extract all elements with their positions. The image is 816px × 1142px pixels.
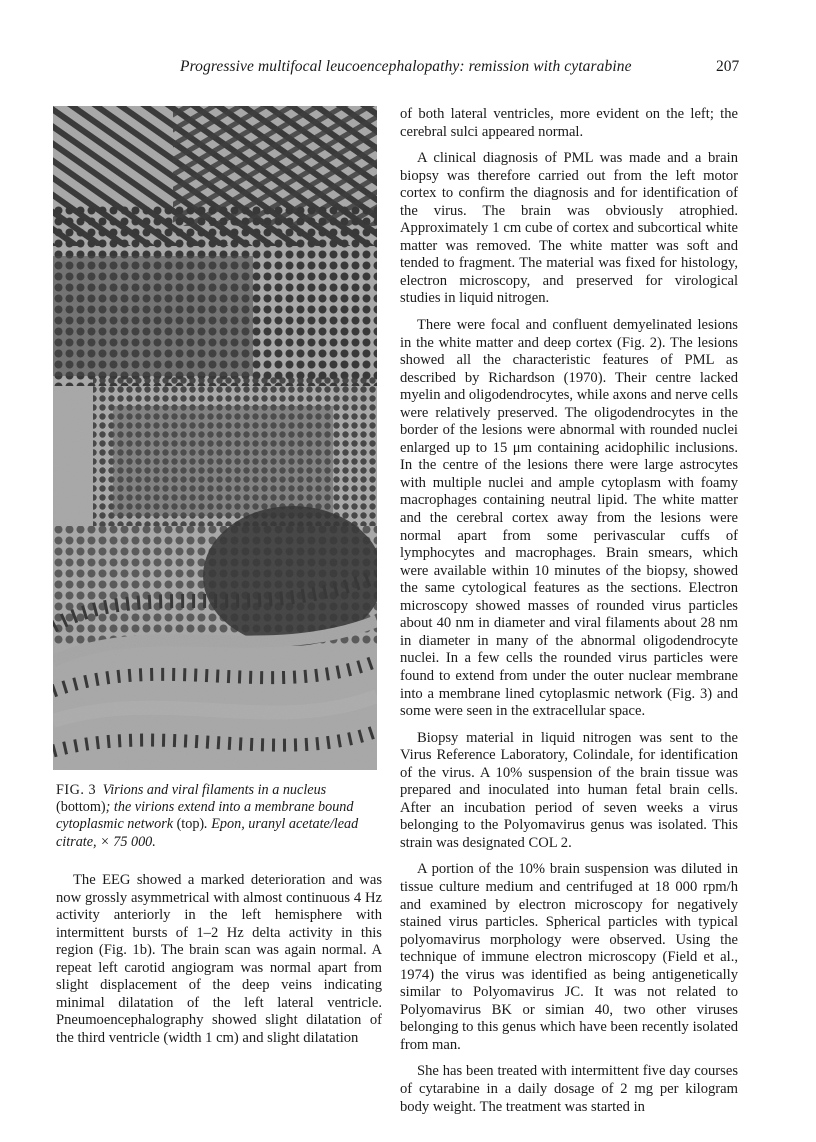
electron-micrograph-figure: [53, 106, 377, 770]
paragraph: There were focal and confluent demyelinated lesions in the white matter and deep cortex (Fig. 2). The lesions showed all the characteristic features of PML as described by Richardson (1970). Their centre lacked myelin and oligodendrocytes, while axons and nerve cells were relatively preserved. The oligodendrocytes in the border of the lesions were abnormal with rounded nuclei enlarged up to 15 μm containing acidophilic inclusions. In the centre of the lesions there were large astrocytes with multiple nuclei and ample cytoplasm with foamy macrophages containing neutral lipid. The white matter and the cerebral cortex away from the lesions were normal apart from some perivascular cuffs of lymphocytes and macrophages. Brain smears, which were available within 10 minutes of the biopsy, showed the same cytological features as the sections. Electron microscopy showed masses of rounded virus particles about 40 nm in diameter and viral filaments about 28 nm in diameter in many of the abnormal oligodendrocyte nuclei. In a few cells the rounded virus particles were found to extend from under the outer nuclear membrane into a membrane lined cytoplasmic network (Fig. 3) and some were seen in the extracellular space.: [400, 317, 738, 720]
caption-text-1: Virions and viral filaments in a nucleus: [102, 782, 327, 798]
figure-label: FIG. 3: [56, 782, 97, 798]
running-title: Progressive multifocal leucoencephalopathy: remission with cytarabine: [180, 58, 632, 75]
caption-text-3: ; the virions extend into a membrane bound cytoplasmic network: [56, 799, 354, 833]
paragraph: She has been treated with intermittent five day courses of cytarabine in a daily dosage of 2 mg per kilogram body weight. The treatment was started in: [400, 1063, 738, 1115]
right-column: [400, 106, 738, 1125]
figure-caption: [56, 782, 382, 851]
paragraph: Biopsy material in liquid nitrogen was sent to the Virus Reference Laboratory, Colindale, for identification of the virus. A 10% suspension of the brain tissue was prepared and inoculated into human fetal brain cells. After an incubation period of seven weeks a virus belonging to the Polyomavirus genus was isolated. This strain was designated COL 2.: [400, 729, 738, 851]
paragraph: The EEG showed a marked deterioration and was now grossly asymmetrical with almost continuous 4 Hz activity anteriorly in the left hemisphere with intermittent bursts of 1–2 Hz delta activity in this region (Fig. 1b). The brain scan was again normal. A repeat left carotid angiogram was normal apart from slight displacement of the deep veins indicating minimal dilatation of the left lateral ventricle. Pneumoencephalography showed slight dilatation of the third ventricle (width 1 cm) and slight dilatation: [56, 872, 382, 1046]
page-number: 207: [716, 58, 740, 75]
paragraph: A clinical diagnosis of PML was made and a brain biopsy was therefore carried out from the left motor cortex to confirm the diagnosis and for identification of the virus. The brain was obviously atrophied. Approximately 1 cm cube of cortex and subcortical white matter was removed. The white matter was soft and tended to fragment. The material was fixed for histology, electron microscopy, and preserved for virological studies in liquid nitrogen.: [400, 150, 738, 307]
micrograph-image: [53, 106, 377, 770]
caption-text-2: (bottom): [56, 799, 106, 816]
left-column: [56, 872, 382, 1056]
caption-text-5: . Epon, uranyl acetate/lead citrate, × 75 000.: [56, 816, 359, 850]
paragraph: A portion of the 10% brain suspension was diluted in tissue culture medium and centrifuged at 18 000 rpm/h and examined by electron microscopy for negatively stained virus particles. Spherical particles with typical polyomavirus morphology were observed. Using the technique of immune electron microscopy (Field et al., 1974) the virus was identified as being antigenetically similar to Polyomavirus JC. It was not related to Polyomavirus BK or simian 40, two other viruses belonging to this genus which have been recently isolated from man.: [400, 861, 738, 1053]
caption-text-4: (top): [176, 816, 205, 833]
paragraph-continuation: of both lateral ventricles, more evident on the left; the cerebral sulci appeared normal.: [400, 106, 738, 140]
